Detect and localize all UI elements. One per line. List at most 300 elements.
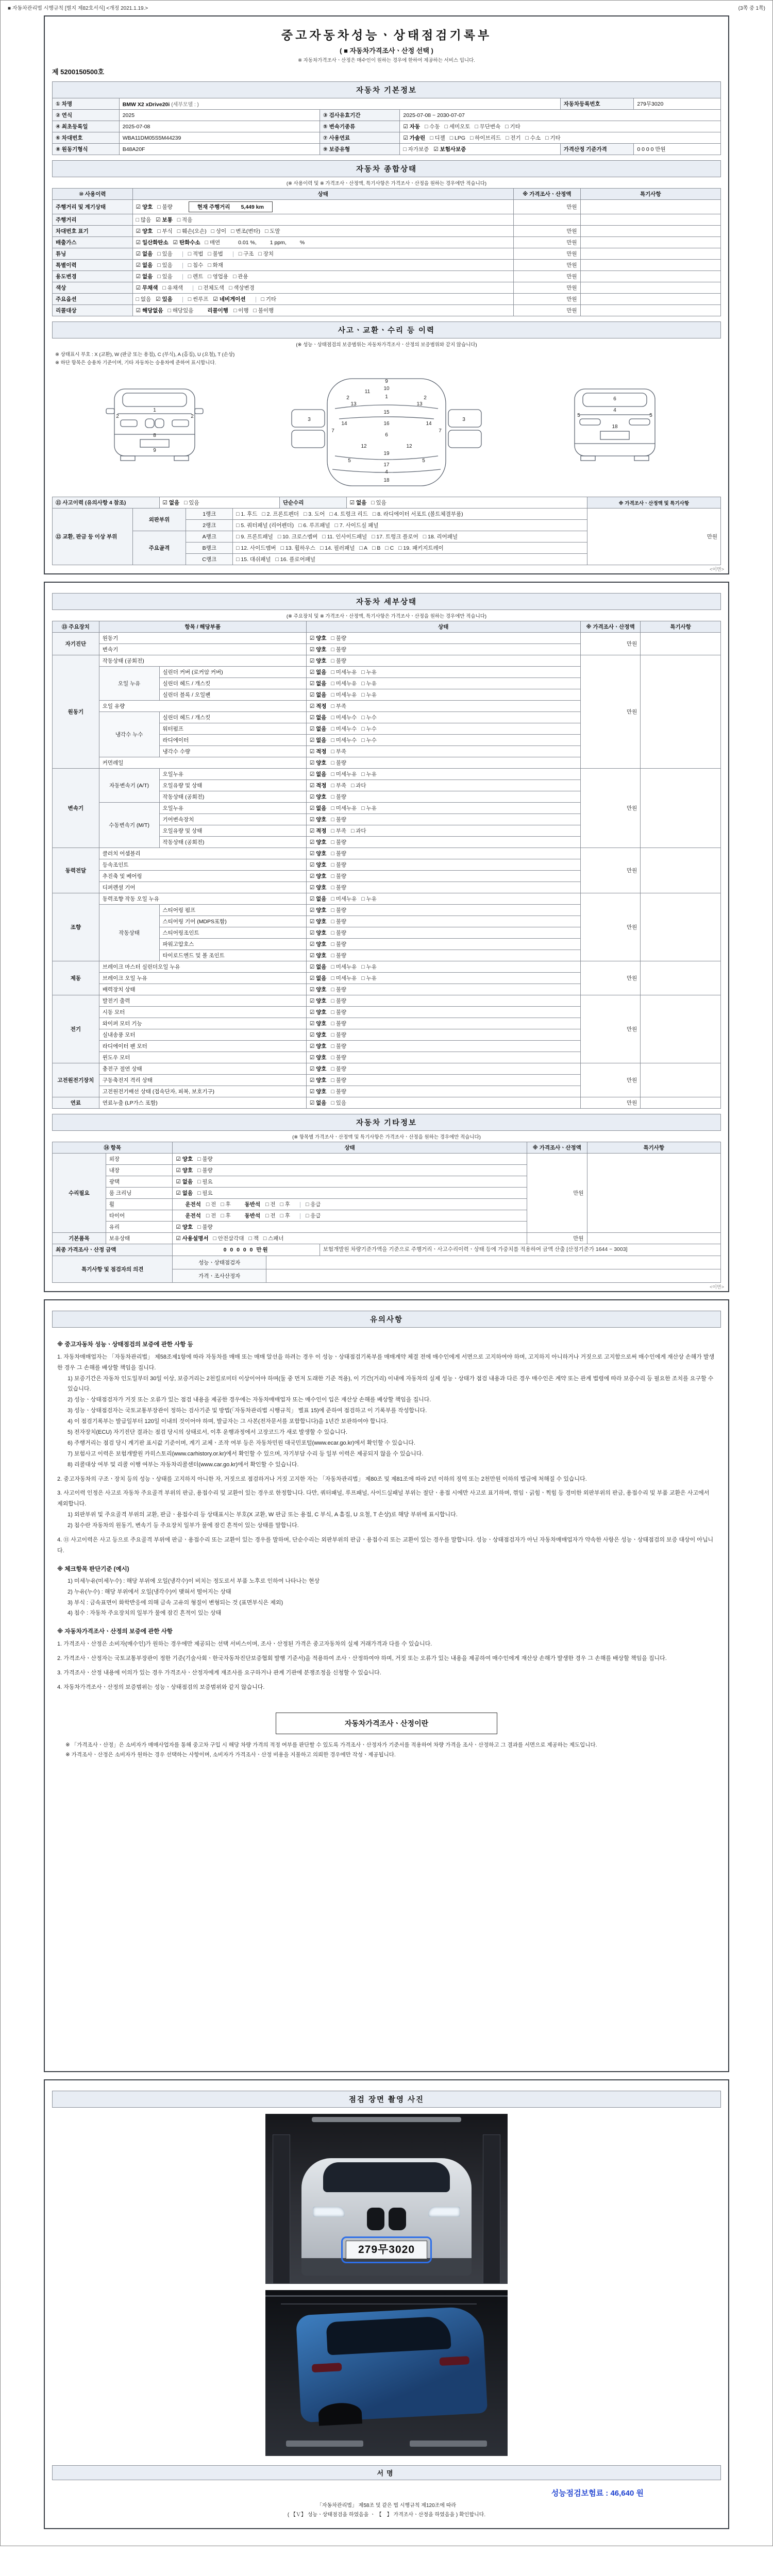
checkbox-unchecked[interactable]: □ 불량	[331, 1032, 346, 1038]
checkbox-unchecked[interactable]: □ 많음	[136, 217, 152, 223]
checkbox-checked[interactable]: ☑ 보통	[156, 217, 173, 223]
checkbox-unchecked[interactable]: □ 색상변경	[228, 285, 255, 291]
checkbox-unchecked[interactable]: □ 미세누유	[331, 771, 357, 777]
state-code-legend: ※ 상태표시 부호 : X (교환), W (판금 또는 용접), C (부식), A (흠집), U (요철), T (손상)	[55, 352, 235, 358]
checkbox-unchecked[interactable]: □ 부족	[331, 828, 346, 834]
checkbox-unchecked[interactable]: □ 있음	[331, 1100, 346, 1106]
accident-history-row	[53, 497, 721, 509]
signature-statement-line1: 「자동차관리법」 제58조 및 같은 법 시행규칙 제120조에 따라	[316, 2502, 457, 2509]
item-label: 실린더 헤드 / 개스킷	[159, 712, 306, 723]
item-label: 오일유량 및 상태	[159, 780, 306, 791]
checkbox-unchecked[interactable]: □ 안전삼각대	[213, 1235, 244, 1242]
item-label: 추진축 및 베어링	[99, 871, 306, 882]
checkbox-checked[interactable]: ☑ 양호	[309, 1066, 327, 1072]
checkbox-unchecked[interactable]: □ 필요	[197, 1190, 213, 1196]
checkbox-unchecked[interactable]: □ 14. 필러패널	[320, 545, 355, 551]
checkbox-unchecked[interactable]: □ 13. 휠하우스	[280, 545, 316, 551]
checkbox-checked[interactable]: ☑ 없음	[309, 669, 327, 675]
checkbox-unchecked[interactable]: □ 수동	[425, 124, 440, 130]
usage-history-row	[53, 200, 721, 214]
remarks-cell	[641, 1097, 721, 1109]
checkbox-checked[interactable]: ☑ 없음	[136, 274, 153, 280]
checkbox-unchecked[interactable]: □ 4. 트렁크 리드	[329, 511, 368, 517]
checkbox-unchecked[interactable]: □ 부족	[331, 783, 346, 789]
checkbox-unchecked[interactable]: □ 불량	[331, 817, 346, 823]
item-label: 배력장치 상태	[99, 984, 306, 995]
diagram-part-number: 1	[153, 408, 156, 413]
checkbox-unchecked[interactable]: □ 미세누유	[331, 964, 357, 970]
checkbox-checked[interactable]: ☑ 있음	[156, 296, 173, 302]
lift-column	[273, 2134, 290, 2284]
price-cell: 만원	[580, 633, 641, 655]
checkbox-unchecked[interactable]: □ 적음	[177, 217, 193, 223]
checkbox-checked[interactable]: ☑ 양호	[309, 1077, 327, 1083]
checkbox-unchecked[interactable]: □ 누수	[361, 715, 377, 721]
checkbox-unchecked[interactable]: □ 불량	[331, 794, 346, 800]
checkbox-unchecked[interactable]: □ 18. 리어패널	[423, 534, 458, 540]
checkbox-unchecked[interactable]: □ 불법	[208, 251, 223, 257]
checkbox-unchecked[interactable]: □ 7. 사이드실 패널	[334, 522, 379, 529]
checkbox-unchecked[interactable]: □ 후	[280, 1213, 290, 1219]
checkbox-unchecked[interactable]: □ 미세누수	[331, 737, 357, 743]
remarks-cell	[641, 961, 721, 995]
checkbox-unchecked[interactable]: □ 과다	[351, 783, 366, 789]
checkbox-checked[interactable]: ☑ 없음	[176, 1190, 193, 1196]
opinion-text-inspector[interactable]	[266, 1256, 721, 1269]
diagram-part-number: 2	[346, 395, 349, 401]
checkbox-checked[interactable]: ☑ 양호	[309, 839, 327, 845]
checkbox-unchecked[interactable]: □ 17. 트렁크 플로어	[372, 534, 418, 540]
checkbox-unchecked[interactable]: □ 불량	[331, 1009, 346, 1015]
checkbox-checked[interactable]: ☑ 없음	[309, 681, 327, 687]
checkbox-unchecked[interactable]: □ 불량	[157, 204, 173, 210]
checkbox-unchecked[interactable]: □ 불량	[331, 907, 346, 913]
checkbox-unchecked[interactable]: □ 불량	[331, 839, 346, 845]
checkbox-checked[interactable]: ☑ 적정	[309, 783, 327, 789]
status-cell	[132, 282, 513, 294]
section-title-basic-info: 자동차 기본정보	[52, 81, 721, 98]
checkbox-unchecked[interactable]: □ 변조(변타)	[231, 228, 260, 234]
checkbox-checked[interactable]: ☑ 없음	[136, 262, 153, 268]
item-label: 커먼레일	[99, 757, 306, 769]
checkbox-unchecked[interactable]: □ 불량	[331, 760, 346, 766]
checkbox-unchecked[interactable]: □ 썬루프	[188, 296, 209, 302]
accident-history-options	[159, 497, 279, 509]
checkbox-unchecked[interactable]: □ 누유	[361, 964, 377, 970]
checkbox-unchecked[interactable]: □ 불량	[331, 998, 346, 1004]
checkbox-unchecked[interactable]: □ LPG	[449, 135, 466, 141]
checkbox-checked[interactable]: ☑ 양호	[309, 873, 327, 879]
item-label: 오일누유	[159, 769, 306, 780]
checkbox-unchecked[interactable]: □ 전	[206, 1213, 216, 1219]
col-price: ※ 가격조사ㆍ산정액	[513, 189, 580, 200]
checkbox-unchecked[interactable]: □ 영업용	[208, 274, 229, 280]
checkbox-checked[interactable]: ☑ 없음	[309, 726, 327, 732]
checkbox-unchecked[interactable]: □ C	[385, 545, 394, 551]
checkbox-unchecked[interactable]: □ 누유	[361, 896, 377, 902]
checkbox-unchecked[interactable]: □ 누유	[361, 681, 377, 687]
checkbox-unchecked[interactable]: □ 19. 패키지트레이	[398, 545, 444, 551]
inline-label: 동반석	[244, 1201, 261, 1208]
checkbox-unchecked[interactable]: □ 무단변속	[475, 124, 501, 130]
checkbox-unchecked[interactable]: □ 16. 플로어패널	[275, 556, 316, 563]
simple-repair-label: 단순수리	[279, 497, 346, 509]
checkbox-checked[interactable]: ☑ 탄화수소	[173, 240, 200, 246]
checkbox-unchecked[interactable]: □ 10. 크로스멤버	[277, 534, 318, 540]
notice-line: 3. 가격조사ㆍ산정 내용에 이의가 있는 경우 가격조사ㆍ산정자에게 재조사를 요구하거나 관계 기관에 분쟁조정을 신청할 수 있습니다.	[57, 1670, 381, 1676]
item-label: 외장	[106, 1154, 173, 1165]
checkbox-unchecked[interactable]: □ 불이행	[253, 308, 274, 314]
checkbox-unchecked[interactable]: □ 불량	[331, 1077, 346, 1083]
checkbox-checked[interactable]: ☑ 양호	[309, 930, 327, 936]
checkbox-checked[interactable]: ☑ 일산화탄소	[136, 240, 169, 246]
remarks-cell	[587, 1154, 720, 1233]
checkbox-unchecked[interactable]: □ 5. 쿼터패널 (리어펜더)	[236, 522, 294, 529]
basic-row-vin	[53, 132, 721, 144]
checkbox-checked[interactable]: ☑ 양호	[309, 1089, 327, 1095]
notice-line: 1) 외판부위 및 주요골격 부위의 교환, 판금ㆍ용접수리 등 상태표시는 부호(X 교환, W 판금 또는 용접, C 부식, A 흠집, U 요철, T 손상)로 해당 부위에 표시합니다.	[68, 1512, 458, 1518]
form-reference: ■ 자동차관리법 시행규칙 [별지 제82호서식] <개정 2021.1.19.>	[8, 6, 148, 11]
checkbox-checked[interactable]: ☑ 양호	[176, 1156, 193, 1162]
checkbox-checked[interactable]: ☑ 가솔린	[403, 135, 426, 141]
checkbox-unchecked[interactable]: □ 세미오토	[444, 124, 470, 130]
checkbox-unchecked[interactable]: □ 누유	[361, 975, 377, 981]
checkbox-unchecked[interactable]: □ 전체도색	[198, 285, 224, 291]
device-row	[53, 848, 721, 859]
checkbox-checked[interactable]: ☑ 적정	[309, 703, 327, 709]
checkbox-unchecked[interactable]: □ 불량	[197, 1224, 213, 1230]
item-label: 기어변속장치	[159, 814, 306, 825]
device-group-label: 제동	[53, 961, 99, 995]
checkbox-unchecked[interactable]: □ 누유	[361, 669, 377, 675]
item-label: 보유상태	[106, 1233, 173, 1244]
checkbox-unchecked[interactable]: □ 디젤	[430, 135, 445, 141]
checkbox-checked[interactable]: ☑ 양호	[136, 228, 153, 234]
other-note: (※ 항목별 가격조사ㆍ산정액 및 특기사항은 가격조사ㆍ산정을 원하는 경우에만 적습니다)	[292, 1134, 481, 1140]
checkbox-unchecked[interactable]: □ 불량	[197, 1167, 213, 1174]
checkbox-unchecked[interactable]: □ 불량	[331, 953, 346, 959]
checkbox-unchecked[interactable]: □ 있음	[157, 262, 173, 268]
checkbox-unchecked[interactable]: □ 미세누유	[331, 896, 357, 902]
checkbox-checked[interactable]: ☑ 양호	[309, 1032, 327, 1038]
checkbox-checked[interactable]: ☑ 없음	[309, 896, 327, 902]
checkbox-checked[interactable]: ☑ 없음	[176, 1179, 193, 1185]
status-cell	[173, 1222, 527, 1233]
checkbox-checked[interactable]: ☑ 양호	[176, 1224, 193, 1230]
checkbox-checked[interactable]: ☑ 양호	[309, 1009, 327, 1015]
checkbox-checked[interactable]: ☑ 없음	[349, 500, 367, 506]
checkbox-unchecked[interactable]: □ 불량	[331, 885, 346, 891]
checkbox-unchecked[interactable]: □ 6. 루프패널	[298, 522, 330, 529]
checkbox-unchecked[interactable]: □ 미세누유	[331, 681, 357, 687]
checkbox-unchecked[interactable]: □ 잭	[248, 1235, 259, 1242]
status-cell	[132, 214, 513, 226]
checkbox-unchecked[interactable]: □ 필요	[197, 1179, 213, 1185]
opinion-text-appraiser[interactable]	[266, 1269, 721, 1282]
checkbox-unchecked[interactable]: □ 해당있음	[167, 308, 194, 314]
checkbox-checked[interactable]: ☑ 없음	[309, 715, 327, 721]
checkbox-checked[interactable]: ☑ 양호	[309, 1055, 327, 1061]
checkbox-unchecked[interactable]: □ 불량	[331, 1043, 346, 1049]
checkbox-checked[interactable]: ☑ 양호	[309, 1043, 327, 1049]
sub-group-label: 작동상태	[99, 905, 159, 961]
checkbox-checked[interactable]: ☑ 없음	[309, 692, 327, 698]
document-number: 제 5200150500호	[52, 68, 105, 76]
checkbox-checked[interactable]: ☑ 적정	[309, 749, 327, 755]
col-remarks: 특기사항	[587, 1142, 720, 1154]
status-cell	[132, 271, 513, 282]
checkbox-unchecked[interactable]: □ 이행	[233, 308, 249, 314]
checkbox-unchecked[interactable]: □ 유채색	[162, 285, 183, 291]
checkbox-checked[interactable]: ☑ 없음	[309, 975, 327, 981]
notice-heading: ※ 자동차가격조사ㆍ산정의 보증에 관한 사항	[57, 1629, 173, 1635]
checkbox-checked[interactable]: ☑ 적정	[309, 828, 327, 834]
checkbox-unchecked[interactable]: □ 관용	[233, 274, 248, 280]
remarks-cell	[641, 655, 721, 769]
checkbox-unchecked[interactable]: □ 전	[206, 1201, 216, 1208]
checkbox-unchecked[interactable]: □ 전	[265, 1213, 276, 1219]
final-price-note: 보험개발원 차량기준가액을 기준으로 주행거리ㆍ사고수리이력ㆍ상태 등에 가중치를 적용하여 금액 산출 [산정기준가 1644 ~ 3003]	[320, 1244, 720, 1256]
basic-row-name	[53, 98, 721, 110]
checkbox-unchecked[interactable]: □ 화재	[208, 262, 223, 268]
checkbox-unchecked[interactable]: □ B	[372, 545, 381, 551]
diagram-part-number: 5	[577, 413, 580, 418]
checkbox-unchecked[interactable]: □ 침수	[188, 262, 204, 268]
checkbox-unchecked[interactable]: □ 불량	[331, 647, 346, 653]
checkbox-unchecked[interactable]: □ 불량	[331, 635, 346, 641]
item-label: 실내송풍 모터	[99, 1029, 306, 1041]
status-cell	[306, 1029, 580, 1041]
checkbox-checked[interactable]: ☑ 양호	[309, 817, 327, 823]
sub-group-label: 자동변속기 (A/T)	[99, 769, 159, 803]
checkbox-checked[interactable]: ☑ 양호	[309, 658, 327, 664]
status-cell	[306, 1075, 580, 1086]
checkbox-checked[interactable]: ☑ 무채색	[136, 285, 158, 291]
checkbox-unchecked[interactable]: □ 미세누수	[331, 715, 357, 721]
checkbox-unchecked[interactable]: □ 후	[221, 1201, 231, 1208]
checkbox-unchecked[interactable]: □ 있음	[184, 500, 199, 506]
checkbox-unchecked[interactable]: □ 후	[221, 1213, 231, 1219]
checkbox-checked[interactable]: ☑ 양호	[309, 919, 327, 925]
checkbox-unchecked[interactable]: □ 불량	[331, 919, 346, 925]
checkbox-unchecked[interactable]: □ 있음	[371, 500, 386, 506]
device-group-label: 자기진단	[53, 633, 99, 655]
checkbox-unchecked[interactable]: □ 부식	[157, 228, 173, 234]
checkbox-checked[interactable]: ☑ 양호	[309, 794, 327, 800]
checkbox-checked[interactable]: ☑ 보험사보증	[433, 146, 466, 152]
checkbox-unchecked[interactable]: □ 불량	[331, 1055, 346, 1061]
checkbox-unchecked[interactable]: □ 누수	[361, 726, 377, 732]
checkbox-unchecked[interactable]: □ 8. 라디에이터 서포트 (볼트체결부품)	[372, 511, 463, 517]
device-group-label: 전기	[53, 995, 99, 1063]
checkbox-checked[interactable]: ☑ 양호	[309, 907, 327, 913]
inspector-opinion-table	[52, 1256, 721, 1283]
checkbox-unchecked[interactable]: □ 후	[280, 1201, 290, 1208]
checkbox-unchecked[interactable]: □ 15. 대쉬패널	[236, 556, 271, 563]
checkbox-checked[interactable]: ☑ 해당없음	[136, 308, 163, 314]
checkbox-unchecked[interactable]: □ 3. 도어	[304, 511, 325, 517]
checkbox-unchecked[interactable]: □ 12. 사이드멤버	[236, 545, 276, 551]
checkbox-unchecked[interactable]: □ 하이브리드	[470, 135, 501, 141]
item-label: 구동축전지 격리 상태	[99, 1075, 306, 1086]
checkbox-unchecked[interactable]: □ 불량	[331, 1021, 346, 1027]
checkbox-unchecked[interactable]: □ 응급	[305, 1201, 321, 1208]
checkbox-checked[interactable]: ☑ 양호	[309, 647, 327, 653]
price-cell: 만원	[513, 248, 580, 260]
checkbox-checked[interactable]: ☑ 양호	[309, 998, 327, 1004]
checkbox-unchecked[interactable]: □ 상이	[211, 228, 227, 234]
checkbox-unchecked[interactable]: □ 불량	[331, 862, 346, 868]
checkbox-unchecked[interactable]: □ 누유	[361, 692, 377, 698]
price-survey-note: ※ 가격조사ㆍ산정은 소비자가 원하는 경우 선택하는 사항이며, 소비자가 가격조사ㆍ산정 비용을 지불하고 의뢰한 경우에만 작성ㆍ제공됩니다.	[65, 1751, 396, 1758]
checkbox-unchecked[interactable]: □ 불량	[331, 1089, 346, 1095]
diagram-part-number: 19	[383, 451, 390, 456]
remarks-cell	[580, 282, 720, 294]
checkbox-unchecked[interactable]: □ 누유	[361, 771, 377, 777]
checkbox-unchecked[interactable]: □ 불량	[331, 1066, 346, 1072]
checkbox-unchecked[interactable]: □ 1. 후드	[236, 511, 258, 517]
status-cell	[306, 1086, 580, 1097]
checkbox-unchecked[interactable]: □ 미세누유	[331, 669, 357, 675]
col-item: ⑭ 항목	[53, 1142, 173, 1154]
checkbox-checked[interactable]: ☑ 양호	[309, 987, 327, 993]
checkbox-unchecked[interactable]: □ 9. 프론트패널	[236, 534, 273, 540]
checkbox-unchecked[interactable]: □ 불량	[331, 851, 346, 857]
checkbox-unchecked[interactable]: □ 미세누수	[331, 726, 357, 732]
notice-line: 2) 누유(누수) : 해당 부위에서 오일(냉각수)이 맺혀서 떨어지는 상태	[68, 1588, 231, 1595]
checkbox-unchecked[interactable]: □ 미세누유	[331, 805, 357, 811]
diagram-part-number: 7	[331, 428, 334, 434]
price-survey-select-option[interactable]: ( ■ 자동차가격조사ㆍ산정 선택 )	[340, 47, 433, 55]
checkbox-unchecked[interactable]: □ 있음	[157, 274, 173, 280]
checkbox-checked[interactable]: ☑ 양호	[309, 862, 327, 868]
checkbox-checked[interactable]: ☑ 없음	[309, 964, 327, 970]
checkbox-checked[interactable]: ☑ 없음	[309, 1100, 327, 1106]
usage-history-row	[53, 305, 721, 316]
checkbox-unchecked[interactable]: □ 누유	[361, 805, 377, 811]
diagram-part-number: 2	[191, 414, 194, 419]
remarks-cell	[641, 995, 721, 1063]
price-cell: 만원	[513, 271, 580, 282]
checkbox-unchecked[interactable]: □ 수소	[525, 135, 541, 141]
checkbox-unchecked[interactable]: □ 불량	[331, 873, 346, 879]
year-value: 2025	[119, 110, 320, 121]
rear-wheel	[318, 2402, 362, 2426]
checkbox-checked[interactable]: ☑ 없음	[136, 251, 153, 257]
checkbox-unchecked[interactable]: □ 미세누유	[331, 692, 357, 698]
checkbox-checked[interactable]: ☑ 없음	[309, 771, 327, 777]
checkbox-unchecked[interactable]: □ 기타	[545, 135, 561, 141]
remarks-cell	[580, 271, 720, 282]
remarks-cell	[641, 769, 721, 848]
checkbox-checked[interactable]: ☑ 양호	[309, 953, 327, 959]
checkbox-checked[interactable]: ☑ 양호	[309, 1021, 327, 1027]
checkbox-unchecked[interactable]: □ 2. 프론트펜더	[262, 511, 299, 517]
checkbox-unchecked[interactable]: □ 부족	[331, 749, 346, 755]
checkbox-unchecked[interactable]: □ A	[359, 545, 368, 551]
checkbox-unchecked[interactable]: □ 전	[265, 1201, 276, 1208]
item-label: 클러치 어셈블리	[99, 848, 306, 859]
final-price-value: 0 0 0 0 0 만원	[173, 1244, 320, 1256]
basic-info-table	[52, 98, 721, 155]
diagram-part-number: 6	[385, 432, 388, 438]
checkbox-unchecked[interactable]: □ 있음	[157, 251, 173, 257]
checkbox-checked[interactable]: ☑ 양호	[309, 851, 327, 857]
price-survey-definition-notes	[52, 1740, 721, 1760]
checkbox-checked[interactable]: ☑ 양호	[309, 760, 327, 766]
checkbox-unchecked[interactable]: □ 적법	[188, 251, 204, 257]
remarks-cell	[641, 1063, 721, 1097]
sheet-notices	[44, 1299, 729, 2072]
checkbox-checked[interactable]: ☑ 네비게이션	[213, 296, 246, 302]
price-survey-definition-box: 자동차가격조사ㆍ산정이란	[276, 1713, 497, 1734]
status-cell	[173, 1176, 527, 1188]
checkbox-unchecked[interactable]: □ 기타	[261, 296, 277, 302]
checkbox-unchecked[interactable]: □ 누수	[361, 737, 377, 743]
checkbox-checked[interactable]: ☑ 없음	[162, 500, 180, 506]
checkbox-checked[interactable]: ☑ 자동	[403, 124, 421, 130]
diagram-part-number: 14	[426, 421, 432, 427]
checkbox-unchecked[interactable]: □ 기타	[505, 124, 520, 130]
reg-no-value: 279무3020	[634, 98, 721, 110]
checkbox-unchecked[interactable]: □ 스패너	[263, 1235, 284, 1242]
checkbox-unchecked[interactable]: □ 응급	[305, 1213, 321, 1219]
checkbox-checked[interactable]: ☑ 사용설명서	[176, 1235, 209, 1242]
checkbox-unchecked[interactable]: □ 미세누유	[331, 975, 357, 981]
checkbox-unchecked[interactable]: □ 도말	[265, 228, 280, 234]
checkbox-checked[interactable]: ☑ 양호	[136, 204, 153, 210]
checkbox-checked[interactable]: ☑ 양호	[309, 941, 327, 947]
checkbox-unchecked[interactable]: □ 훼손(오손)	[177, 228, 207, 234]
accident-note: (※ 성능ㆍ상태점검의 보증범위는 자동차가격조사ㆍ산정의 보증범위와 같지 않습니다)	[296, 342, 477, 348]
status-cell	[306, 1018, 580, 1029]
price-cell: 만원	[580, 961, 641, 995]
checkbox-unchecked[interactable]: □ 불량	[197, 1156, 213, 1162]
checkbox-unchecked[interactable]: □ 불량	[331, 658, 346, 664]
checkbox-unchecked[interactable]: □ 렌트	[188, 274, 204, 280]
checkbox-unchecked[interactable]: □ 과다	[351, 828, 366, 834]
diagram-part-number: 18	[383, 478, 390, 483]
checkbox-checked[interactable]: ☑ 없음	[309, 737, 327, 743]
checkbox-checked[interactable]: ☑ 양호	[309, 635, 327, 641]
diagram-part-number: 2	[424, 395, 427, 401]
remarks-cell	[641, 848, 721, 893]
document-title: 중고자동차성능ㆍ상태점검기록부	[281, 28, 492, 42]
checkbox-checked[interactable]: ☑ 양호	[176, 1167, 193, 1174]
checkbox-unchecked[interactable]: □ 전기	[506, 135, 521, 141]
notice-body	[52, 1328, 721, 1697]
checkbox-unchecked[interactable]: □ 구조	[238, 251, 254, 257]
checkbox-checked[interactable]: ☑ 양호	[309, 885, 327, 891]
checkbox-unchecked[interactable]: □ 장치	[258, 251, 274, 257]
checkbox-checked[interactable]: ☑ 없음	[309, 805, 327, 811]
checkbox-unchecked[interactable]: □ 11. 인사이드패널	[322, 534, 367, 540]
item-label: 오일누유	[159, 803, 306, 814]
sub-group-label: 오일 누유	[99, 667, 159, 701]
checkbox-unchecked[interactable]: □ 부족	[331, 703, 346, 709]
checkbox-unchecked[interactable]: □ 불량	[331, 941, 346, 947]
checkbox-unchecked[interactable]: □ 불량	[331, 930, 346, 936]
status-cell	[306, 871, 580, 882]
checkbox-unchecked[interactable]: □ 불량	[331, 987, 346, 993]
checkbox-unchecked[interactable]: □ 자가보증	[403, 146, 429, 152]
device-row	[53, 1063, 721, 1075]
status-cell	[306, 984, 580, 995]
remarks-cell	[580, 260, 720, 271]
checkbox-unchecked[interactable]: □ 없음	[136, 296, 152, 302]
engine-label: ⑧ 원동기형식	[53, 144, 120, 155]
checkbox-unchecked[interactable]: □ 매연	[205, 240, 221, 246]
